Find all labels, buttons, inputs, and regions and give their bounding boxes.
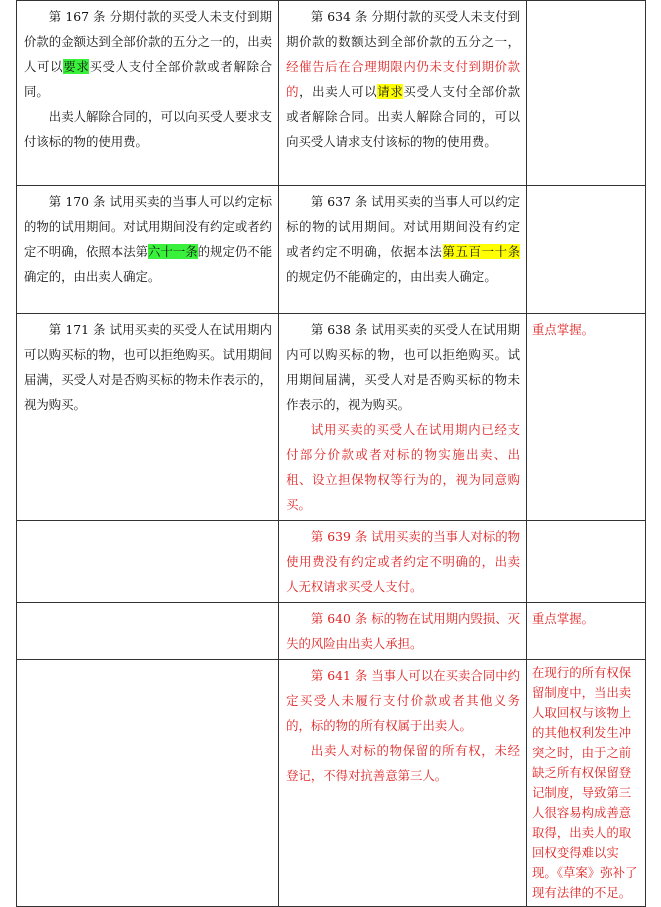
article-637-text-rest: 的规定仍不能确定的，由出卖人确定。 (286, 269, 497, 284)
commentary-note: 在现行的所有权保留制度中，当出卖人取回权与该物上的其他权利发生冲突之时，由于之前缺乏所有权保留登记制度，导致第三人很容易构成善意取得，出卖人的取回权变得难以实现。《草案》弥补了现有法律的不足。 (527, 660, 646, 907)
article-634-text-mid: ，出卖人可以 (299, 84, 378, 99)
table-row (17, 314, 646, 521)
article-638-para2: 试用买卖的买受人在试用期内已经支付部分价款或者对标的物实施出卖、出租、设立担保物权等行为的，视为同意购买。 (286, 422, 521, 512)
table-row (17, 186, 646, 314)
comparison-table (16, 0, 646, 907)
table-row (17, 603, 646, 660)
table-row (17, 521, 646, 603)
old-law-cell (17, 521, 279, 603)
old-law-cell (17, 603, 279, 660)
highlight-term: 第五百一十条 (442, 244, 521, 259)
old-law-cell (17, 660, 279, 907)
article-634-text-rest: 买受人支付全部价款或者解除合同。出卖人解除合同的，可以向买受人请求支付该标的物的使用费。 (286, 84, 521, 149)
article-170-text: 第 170 条 试用买卖的当事人可以约定标的物的试用期间。对试用期间没有约定或者约定不明确，依照本法第 (24, 194, 273, 259)
new-code-cell (279, 186, 527, 314)
article-641-para2: 出卖人对标的物保留的所有权，未经登记，不得对抗善意第三人。 (286, 743, 521, 783)
table-row (17, 1, 646, 186)
new-code-cell (279, 603, 527, 660)
added-text: 经催告后在合理期限内仍未支付到期价款的 (286, 59, 521, 99)
article-634-text: 第 634 条 分期付款的买受人未支付到期价款的数额达到全部价款的五分之一， (286, 9, 521, 49)
new-code-cell (279, 1, 527, 186)
article-167-text-rest: 买受人支付全部价款或者解除合同。 (24, 59, 273, 99)
article-167-para2: 出卖人解除合同的，可以向买受人要求支付该标的物的使用费。 (24, 109, 273, 149)
comment-cell (527, 186, 646, 314)
comment-cell (527, 1, 646, 186)
article-167-text: 第 167 条 分期付款的买受人未支付到期价款的金额达到全部价款的五分之一的，出卖人可以 (24, 9, 273, 74)
key-point-note: 重点掌握。 (527, 603, 646, 660)
table-row (17, 660, 646, 907)
old-law-cell (17, 1, 279, 186)
new-code-cell (279, 314, 527, 521)
new-code-cell (279, 660, 527, 907)
highlight-term: 六十一条 (148, 244, 198, 259)
article-641-para1: 第 641 条 当事人可以在买卖合同中约定买受人未履行支付价款或者其他义务的，标的物的所有权属于出卖人。 (286, 668, 521, 733)
article-170-text-rest: 的规定仍不能确定的，由出卖人确定。 (24, 244, 273, 284)
old-law-cell (17, 314, 279, 521)
highlight-term: 请求 (377, 84, 404, 99)
article-640-text: 第 640 条 标的物在试用期内毁损、灭失的风险由出卖人承担。 (286, 611, 521, 651)
article-637-text: 第 637 条 试用买卖的当事人可以约定标的物的试用期间。对试用期间没有约定或者约定不明确，依据本法 (286, 194, 521, 259)
article-639-text: 第 639 条 试用买卖的当事人对标的物使用费没有约定或者约定不明确的，出卖人无权请求买受人支付。 (286, 529, 521, 594)
new-code-cell (279, 521, 527, 603)
article-171-text: 第 171 条 试用买卖的买受人在试用期内可以购买标的物，也可以拒绝购买。试用期间届满，买受人对是否购买标的物未作表示的，视为购买。 (24, 322, 273, 412)
old-law-cell (17, 186, 279, 314)
comment-cell (527, 521, 646, 603)
key-point-note: 重点掌握。 (527, 314, 646, 521)
highlight-term: 要求 (63, 59, 90, 74)
article-638-para1: 第 638 条 试用买卖的买受人在试用期内可以购买标的物，也可以拒绝购买。试用期间届满，买受人对是否购买标的物未作表示的，视为购买。 (286, 322, 521, 412)
